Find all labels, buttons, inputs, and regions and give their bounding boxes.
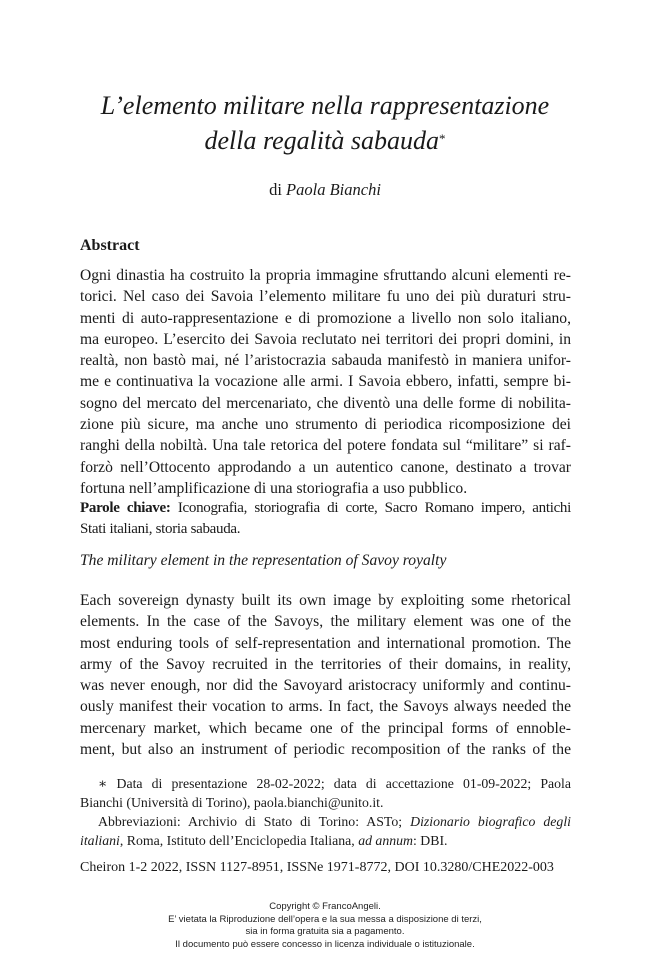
title-line-2-text: della regalità sabauda xyxy=(204,126,439,155)
author-name: Paola Bianchi xyxy=(286,180,381,199)
english-line: was never enough, nor did the Savoyard aristocracy uniformly and continu- xyxy=(80,677,571,695)
abstract-line: sogno del mercato del mercenariato, che diventò una delle forme di nobilita- xyxy=(80,394,571,412)
abstract-line: Ogni dinastia ha costruito la propria immagine sfruttando alcuni elementi re- xyxy=(80,267,571,284)
copyright-line-2: E’ vietata la Riproduzione dell’opera e la sua messa a disposizione di terzi, xyxy=(168,913,482,925)
abstract-line: zione più sicure, ma anche uno strumento di periodica ricomposizione dei xyxy=(80,416,571,434)
abstract-line: forzò nell’Ottocento approdando a un autentico canone, destinato a trovar xyxy=(80,458,571,476)
keywords-line-1 xyxy=(80,498,571,519)
keywords-line-2: Stati italiani, storia sabauda. xyxy=(80,521,241,537)
abstract-line: fortuna nell’amplificazione di una storiografia a uso pubblico. xyxy=(80,479,468,497)
abstract-line: realtà, non bastò mai, né l’aristocrazia sabauda manifestò in maniera unifor- xyxy=(80,352,571,370)
english-line: ously manifest their vocation to arms. In fact, the Savoys always needed the xyxy=(80,698,571,716)
copyright-line-4: Il documento può essere concesso in licenza individuale o istituzionale. xyxy=(175,938,475,950)
footnote-abbreviations: Abbreviazioni: Archivio di Stato di Torino: ASTo; xyxy=(98,814,411,829)
copyright-notice xyxy=(0,901,650,951)
author-prefix: di xyxy=(269,180,282,199)
copyright-line-3: sia in forma gratuita sia a pagamento. xyxy=(245,926,405,937)
footnote-line-2 xyxy=(80,793,571,812)
footnote-dbi-title: Dizionario biografico degli xyxy=(410,814,571,829)
journal-citation: Cheiron 1-2 2022, ISSN 1127-8951, ISSNe 1971-8772, DOI 10.3280/CHE2022-003 xyxy=(80,860,554,875)
title-line-2 xyxy=(0,123,650,158)
author-byline xyxy=(0,180,650,200)
abstract-line: me e continuativa la vocazione alle armi. I Savoia ebbero, infatti, sempre bi- xyxy=(80,373,571,391)
english-line: elements. In the case of the Savoys, the military element was one of the xyxy=(80,613,571,631)
footnote xyxy=(80,774,571,850)
english-line: ment, but also an instrument of periodic recomposition of the ranks of the xyxy=(80,741,571,759)
article-title xyxy=(0,88,650,158)
footnote-marker[interactable]: * xyxy=(438,131,446,146)
copyright-line-1: Copyright © FrancoAngeli. xyxy=(269,901,381,912)
footnote-dbi: : DBI. xyxy=(413,833,448,848)
abstract-italian xyxy=(80,265,571,499)
footnote-line-3 xyxy=(80,812,571,831)
keywords xyxy=(80,498,571,540)
abstract-line: menti di auto-rappresentazione e di promozione a livello non solo italiano, xyxy=(80,309,571,327)
footnote-line-2-text: Bianchi (Università di Torino), paola.bianchi@unito.it. xyxy=(80,795,384,810)
abstract-line: torici. Nel caso dei Savoia l’elemento militare fu uno dei più duraturi stru- xyxy=(80,288,571,306)
abstract-heading: Abstract xyxy=(80,237,140,254)
footnote-ad-annum: ad annum xyxy=(358,833,413,848)
abstract-line: ranghi della nobiltà. Una tale retorica del potere fondata sul “militare” si raf- xyxy=(80,437,571,455)
footnote-dbi-title-end: italiani xyxy=(80,833,120,848)
english-line: army of the Savoy recruited in the territories of their domains, in reality, xyxy=(80,655,571,673)
footnote-line-1: ∗ Data di presentazione 28-02-2022; data di accettazione 01-09-2022; Paola xyxy=(98,776,571,791)
footnote-publisher: , Roma, Istituto dell’Enciclopedia Italiana, xyxy=(119,833,359,848)
english-line: most enduring tools of self-representation and international promotion. The xyxy=(80,634,571,652)
keywords-label: Parole chiave: xyxy=(80,500,171,516)
abstract-line: ma europeo. L’esercito dei Savoia reclutato nei territori dei propri domini, in xyxy=(80,330,571,348)
title-line-1: L’elemento militare nella rappresentazione xyxy=(100,91,550,120)
footnote-line-4 xyxy=(80,831,571,850)
english-line: mercenary market, which became one of the principal forms of ennoble- xyxy=(80,719,571,737)
keywords-text-1: Iconografia, storiografia di corte, Sacro Romano impero, antichi xyxy=(177,500,571,516)
abstract-english xyxy=(80,590,571,760)
english-title: The military element in the representation of Savoy royalty xyxy=(80,552,447,569)
english-line: Each sovereign dynasty built its own image by exploiting some rhetorical xyxy=(80,592,571,609)
